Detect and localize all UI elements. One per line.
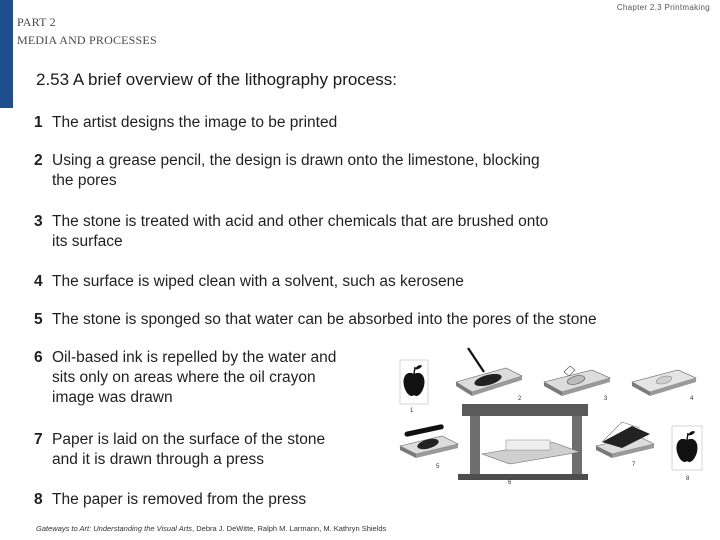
slide-title: 2.53 A brief overview of the lithography process: (36, 70, 397, 89)
step-number: 8 (34, 491, 43, 508)
lithography-illustration (396, 342, 712, 490)
stone-drawing (456, 348, 522, 396)
step-5 (34, 310, 597, 330)
step-text: The stone is treated with acid and other chemicals that are brushed onto its surface (52, 213, 549, 250)
step-4 (34, 272, 464, 292)
step-number: 5 (34, 311, 43, 328)
book-authors: , Debra J. DeWitte, Ralph M. Larmann, M. Kathryn Shields (192, 524, 387, 533)
step-text: Using a grease pencil, the design is drawn onto the limestone, blocking the pores (52, 152, 540, 189)
step-text: Oil-based ink is repelled by the water and sits only on areas where the oil crayon image was drawn (52, 349, 337, 406)
stone-wiped (632, 370, 696, 396)
source-credit (36, 524, 386, 533)
step-number: 6 (34, 349, 43, 366)
book-title: Gateways to Art: Understanding the Visual Arts (36, 524, 193, 533)
step-number: 7 (34, 431, 43, 448)
step-number: 2 (34, 152, 43, 169)
stone-inking (400, 424, 458, 458)
step-6 (34, 348, 336, 408)
chapter-label: Chapter 2.3 Printmaking (616, 3, 710, 12)
stone-acid (544, 366, 610, 396)
step-3 (34, 212, 548, 252)
step-text: The stone is sponged so that water can be absorbed into the pores of the stone (52, 311, 597, 328)
step-1 (34, 113, 337, 133)
step-text: The paper is removed from the press (52, 491, 307, 508)
stage-label: 3 (604, 396, 608, 402)
stage-label: 1 (410, 408, 414, 414)
final-print (672, 426, 702, 470)
stage-label: 4 (690, 396, 694, 402)
apple-drawing (400, 360, 428, 404)
stage-label: 7 (632, 462, 636, 468)
step-2 (34, 151, 540, 191)
step-text: The surface is wiped clean with a solvent, such as kerosene (52, 273, 464, 290)
part-heading (17, 13, 157, 49)
step-number: 4 (34, 273, 43, 290)
step-8 (34, 490, 306, 510)
stage-label: 6 (508, 480, 512, 486)
step-text: The artist designs the image to be printed (52, 114, 338, 131)
part-label: PART 2 (17, 15, 56, 29)
step-text: Paper is laid on the surface of the stone and it is drawn through a press (52, 431, 326, 468)
accent-bar (0, 0, 13, 108)
stage-label: 5 (436, 464, 440, 470)
printing-press (458, 404, 588, 480)
step-number: 1 (34, 114, 43, 131)
section-label: MEDIA AND PROCESSES (17, 33, 157, 47)
paper-removal (596, 422, 654, 458)
step-7 (34, 430, 325, 470)
step-number: 3 (34, 213, 43, 230)
stage-label: 8 (686, 476, 690, 482)
stage-label: 2 (518, 396, 522, 402)
